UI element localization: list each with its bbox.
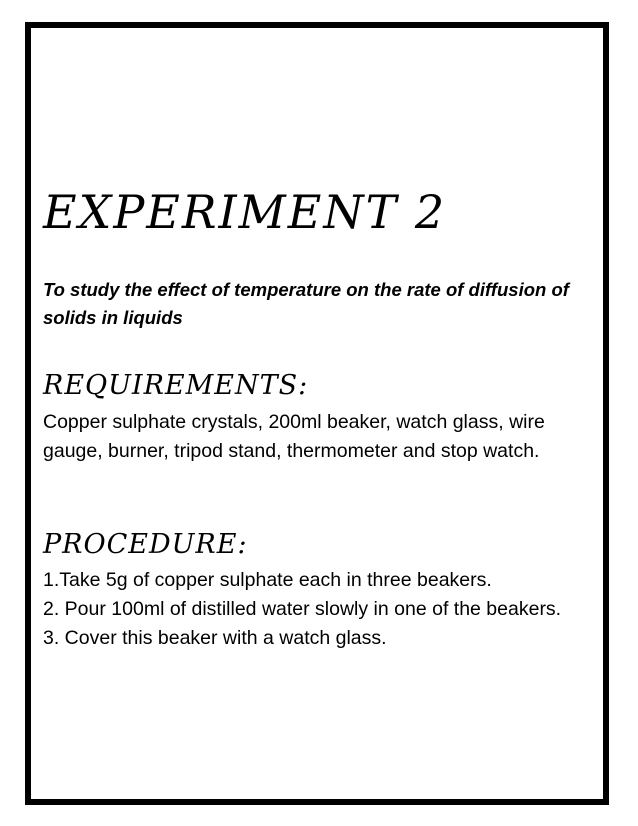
requirements-text: Copper sulphate crystals, 200ml beaker, watch glass, wire gauge, burner, tripod stand, thermometer and stop watch. (43, 411, 545, 462)
procedure-step: 1.Take 5g of copper sulphate each in three beakers. (43, 569, 492, 591)
procedure-heading: PROCEDURE: (43, 529, 248, 560)
experiment-title: EXPERIMENT 2 (43, 185, 447, 239)
requirements-heading: REQUIREMENTS: (43, 370, 309, 401)
experiment-aim: To study the effect of temperature on the rate of diffusion of solids in liquids (43, 279, 569, 328)
procedure-list (43, 566, 591, 653)
procedure-step: 3. Cover this beaker with a watch glass. (43, 627, 387, 649)
page-border (25, 22, 609, 805)
procedure-step: 2. Pour 100ml of distilled water slowly in one of the beakers. (43, 598, 562, 620)
